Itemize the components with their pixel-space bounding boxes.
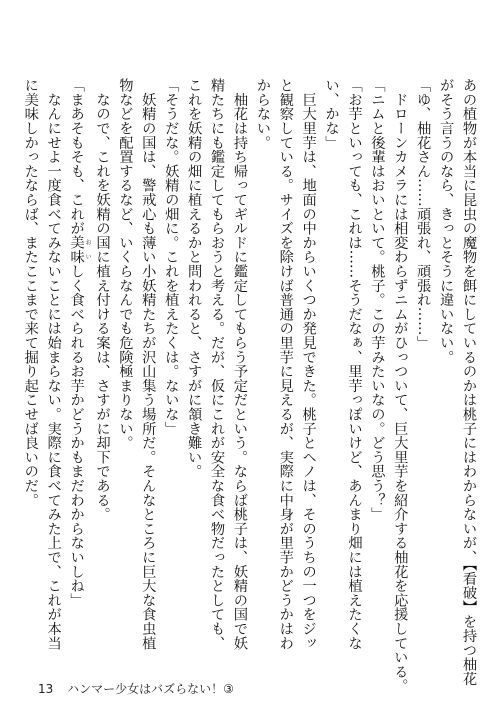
text-line: 「ゆ、柚花さん……頑張れ、頑張れ……」 xyxy=(415,78,432,350)
text-line: 柚花は持ち帰ってギルドに鑑定してもらう予定だという。ならば桃子は、妖精の国で妖精たちにも鑑定してもらおうと考える。だが、仮にこれが安全な食べ物だったとしても、これを妖精の畑に植えるかと問われると、さすがに頷き難い。 xyxy=(186,78,248,650)
text-line: 「ニムと後輩はおいといて。桃子。この芋みたいなの。どう思う？」 xyxy=(369,78,386,522)
text-line: 妖精の国は、警戒心も薄い小妖精たちが沢山集う場所だ。そんなところに巨大な食虫植物などを配置するなど、いくらなんでも危険極まりない。 xyxy=(117,78,157,650)
text-line: 「お芋といっても、これは……そうだなぁ、里芋っぽいけど、あんまり畑には植えたくない、かな」 xyxy=(323,78,363,650)
text-line: なんにせよ一度食べてみないことには始まらない。実際に食べてみた上で、これが本当に美味しかったならば、またここまで来て掘り起こせば良いのだ。 xyxy=(22,78,62,650)
text-line: 「まあそもそも、これが美味 おいしく食べられるお芋かどうかもまだわからないしね」 xyxy=(68,78,92,608)
page-footer xyxy=(38,680,234,697)
text-line: がそう言うのなら、きっとそうに違いない。 xyxy=(438,78,455,364)
book-title: ハンマー少女はバズらない！③ xyxy=(67,682,234,696)
page-number: 13 xyxy=(38,682,54,696)
ruby-annotation: 美味 おい xyxy=(68,235,92,264)
text-line: なので、これを妖精の国に植え付ける案は、さすがに却下である。 xyxy=(94,78,111,522)
text-line: ドローンカメラには相変わらずニムがひっついて、巨大里芋を紹介する柚花を応援している。 xyxy=(392,78,409,693)
text-line: 「そうだな。妖精の畑に。これを植えたくは。ないな」 xyxy=(163,78,180,436)
text-line: あの植物が本当に昆虫の魔物を餌にしているのかは桃子にはわからないが、【看破】を持つ柚花 xyxy=(461,78,477,686)
text-line: 巨大里芋は、地面の中からいくつか発見できた。桃子とヘノは、そのうちの一つをジッと観察している。サイズを除けば普通の里芋に見えるが、実際に中身が里芋かどうかはわからない。 xyxy=(254,78,317,650)
ruby-reading: おい xyxy=(84,235,92,264)
